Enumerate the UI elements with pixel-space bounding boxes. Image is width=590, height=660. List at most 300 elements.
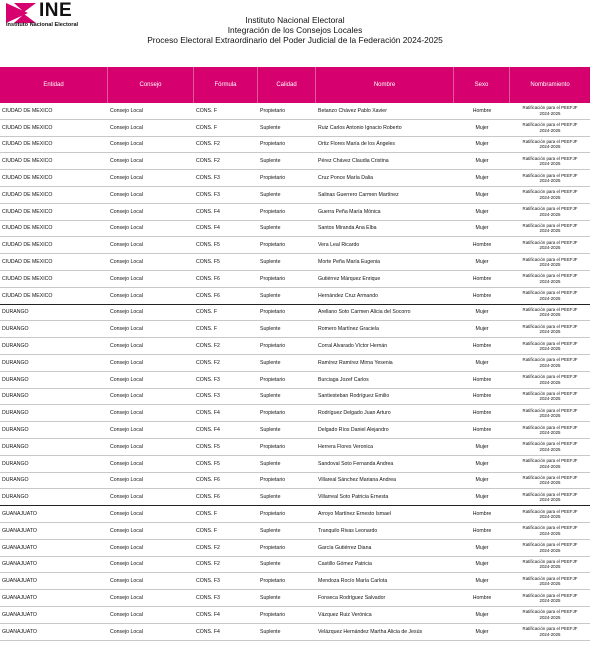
table-row bbox=[0, 573, 590, 590]
nombramiento-line: 2024-2025 bbox=[539, 211, 561, 217]
cell-entidad: DURANGO bbox=[2, 393, 29, 400]
cell-nombre: Arroyo Martínez Ernesto Ismael bbox=[318, 511, 391, 518]
cell-formula: CONS. F bbox=[196, 511, 218, 518]
cell-consejo: Consejo Local bbox=[110, 578, 143, 585]
cell-nombramiento bbox=[510, 573, 590, 589]
logo-text: INE bbox=[39, 0, 73, 21]
nombramiento-line: Ratificación para el PEEFJF bbox=[522, 256, 578, 262]
cell-formula: CONS. F4 bbox=[196, 611, 220, 618]
cell-consejo: Consejo Local bbox=[110, 427, 143, 434]
table-row bbox=[0, 204, 590, 221]
cell-formula: CONS. F3 bbox=[196, 376, 220, 383]
cell-nombre: Santiesteban Rodríguez Emilio bbox=[318, 393, 390, 400]
nombramiento-line: Ratificación para el PEEFJF bbox=[522, 407, 578, 413]
cell-consejo: Consejo Local bbox=[110, 225, 143, 232]
table-row bbox=[0, 170, 590, 187]
cell-sexo: Mujer bbox=[475, 611, 489, 618]
cell-nombre: Delgado Ríos Daniel Alejandro bbox=[318, 427, 389, 434]
cell-nombramiento bbox=[510, 473, 590, 489]
table-header bbox=[0, 67, 590, 103]
cell-entidad: CIUDAD DE MEXICO bbox=[2, 107, 53, 114]
cell-consejo: Consejo Local bbox=[110, 561, 143, 568]
cell-sexo: Mujer bbox=[475, 141, 489, 148]
cell-entidad: GUANAJUATO bbox=[2, 595, 37, 601]
cell-calidad: Suplente bbox=[260, 292, 281, 299]
cell-consejo: Consejo Local bbox=[110, 292, 143, 299]
cell-sexo: Mujer bbox=[475, 359, 489, 366]
cell-nombramiento bbox=[510, 237, 590, 253]
cell-nombre: Sandoval Soto Fernanda Andrea bbox=[318, 460, 394, 467]
cell-nombramiento bbox=[510, 523, 590, 539]
table-row bbox=[0, 103, 590, 120]
cell-nombramiento bbox=[510, 540, 590, 556]
cell-nombramiento bbox=[510, 120, 590, 136]
table-row bbox=[0, 523, 590, 540]
cell-consejo: Consejo Local bbox=[110, 141, 143, 148]
cell-sexo: Mujer bbox=[475, 208, 489, 215]
cell-nombre: Villarreal Soto Patricia Ernesta bbox=[318, 494, 389, 501]
cell-sexo: Mujer bbox=[475, 309, 489, 316]
nombramiento-line: 2024-2025 bbox=[539, 497, 561, 503]
nombramiento-line: Ratificación para el PEEFJF bbox=[522, 475, 578, 481]
cell-calidad: Propietario bbox=[260, 242, 286, 249]
cell-entidad: DURANGO bbox=[2, 359, 29, 366]
cell-formula: CONS. F2 bbox=[196, 158, 220, 165]
table-row bbox=[0, 221, 590, 238]
cell-nombramiento bbox=[510, 221, 590, 237]
cell-sexo: Mujer bbox=[475, 477, 489, 484]
cell-calidad: Propietario bbox=[260, 343, 286, 350]
cell-consejo: Consejo Local bbox=[110, 326, 143, 333]
cell-consejo: Consejo Local bbox=[110, 124, 143, 131]
cell-nombre: Morte Peña María Eugenia bbox=[318, 259, 380, 266]
cell-consejo: Consejo Local bbox=[110, 527, 143, 534]
cell-nombre: Gutiérrez Márquez Enrique bbox=[318, 275, 381, 282]
nombramiento-line: 2024-2025 bbox=[539, 413, 561, 419]
cell-consejo: Consejo Local bbox=[110, 544, 143, 551]
cell-formula: CONS. F5 bbox=[196, 242, 220, 249]
cell-formula: CONS. F3 bbox=[196, 191, 220, 198]
table-row bbox=[0, 321, 590, 338]
cell-formula: CONS. F2 bbox=[196, 544, 220, 551]
nombramiento-line: 2024-2025 bbox=[539, 295, 561, 301]
nombramiento-line: 2024-2025 bbox=[539, 362, 561, 368]
cell-calidad: Propietario bbox=[260, 611, 286, 618]
nombramiento-line: Ratificación para el PEEFJF bbox=[522, 609, 578, 615]
col-header-calidad: Calidad bbox=[258, 67, 316, 103]
cell-entidad: GUANAJUATO bbox=[2, 611, 37, 618]
cell-consejo: Consejo Local bbox=[110, 259, 143, 266]
cell-nombre: Ruiz Carlos Antonio Ignacio Roberto bbox=[318, 124, 402, 131]
nombramiento-line: 2024-2025 bbox=[539, 144, 561, 150]
cell-nombramiento bbox=[510, 321, 590, 337]
nombramiento-line: 2024-2025 bbox=[539, 161, 561, 167]
cell-nombramiento bbox=[510, 405, 590, 421]
nombramiento-line: Ratificación para el PEEFJF bbox=[522, 172, 578, 178]
cell-formula: CONS. F3 bbox=[196, 578, 220, 585]
cell-calidad: Propietario bbox=[260, 443, 286, 450]
nombramiento-line: 2024-2025 bbox=[539, 614, 561, 620]
cell-entidad: CIUDAD DE MEXICO bbox=[2, 275, 53, 282]
table-row bbox=[0, 254, 590, 271]
cell-nombramiento bbox=[510, 137, 590, 153]
nombramiento-line: Ratificación para el PEEFJF bbox=[522, 223, 578, 229]
cell-nombre: Betanzo Chávez Pablo Xavier bbox=[318, 107, 387, 114]
cell-nombramiento bbox=[510, 338, 590, 354]
cell-formula: CONS. F3 bbox=[196, 175, 220, 182]
col-header-formula: Fórmula bbox=[194, 67, 258, 103]
nombramiento-line: 2024-2025 bbox=[539, 194, 561, 200]
cell-calidad: Propietario bbox=[260, 578, 286, 585]
cell-sexo: Mujer bbox=[475, 628, 489, 635]
cell-calidad: Propietario bbox=[260, 309, 286, 316]
cell-consejo: Consejo Local bbox=[110, 494, 143, 501]
cell-sexo: Mujer bbox=[475, 578, 489, 585]
cell-nombramiento bbox=[510, 624, 590, 640]
nombramiento-line: 2024-2025 bbox=[539, 228, 561, 234]
cell-nombramiento bbox=[510, 254, 590, 270]
nombramiento-line: 2024-2025 bbox=[539, 598, 561, 603]
cell-entidad: GUANAJUATO bbox=[2, 561, 37, 568]
cell-calidad: Suplente bbox=[260, 225, 281, 232]
cell-nombre: García Gutiérrez Diana bbox=[318, 544, 372, 551]
nombramiento-line: 2024-2025 bbox=[539, 396, 561, 402]
cell-nombre: Ramírez Ramírez Mirna Yesenia bbox=[318, 359, 393, 366]
table-row bbox=[0, 237, 590, 254]
cell-entidad: DURANGO bbox=[2, 460, 29, 467]
cell-nombre: Ortiz Flores María de los Ángeles bbox=[318, 141, 395, 148]
nombramiento-line: 2024-2025 bbox=[539, 581, 561, 587]
cell-calidad: Propietario bbox=[260, 107, 286, 114]
title-line-2: Integración de los Consejos Locales bbox=[227, 25, 363, 35]
col-header-sexo: Sexo bbox=[454, 67, 510, 103]
cell-sexo: Mujer bbox=[475, 158, 489, 165]
cell-consejo: Consejo Local bbox=[110, 410, 143, 417]
cell-nombramiento bbox=[510, 506, 590, 522]
cell-nombre: Hernández Cruz Armando bbox=[318, 292, 378, 299]
cell-calidad: Suplente bbox=[260, 393, 281, 400]
cell-consejo: Consejo Local bbox=[110, 477, 143, 484]
cell-nombramiento bbox=[510, 170, 590, 186]
cell-consejo: Consejo Local bbox=[110, 376, 143, 383]
table-row bbox=[0, 372, 590, 389]
nombramiento-line: Ratificación para el PEEFJF bbox=[522, 189, 578, 195]
nombramiento-line: Ratificación para el PEEFJF bbox=[522, 105, 578, 111]
cell-sexo: Mujer bbox=[475, 175, 489, 182]
cell-consejo: Consejo Local bbox=[110, 191, 143, 198]
table-row bbox=[0, 405, 590, 422]
nombramiento-line: 2024-2025 bbox=[539, 463, 561, 469]
cell-sexo: Mujer bbox=[475, 561, 489, 568]
cell-sexo: Mujer bbox=[475, 460, 489, 467]
cell-consejo: Consejo Local bbox=[110, 275, 143, 282]
table-row bbox=[0, 389, 590, 406]
cell-entidad: DURANGO bbox=[2, 343, 29, 350]
cell-formula: CONS. F bbox=[196, 326, 218, 333]
cell-calidad: Suplente bbox=[260, 494, 281, 501]
cell-nombramiento bbox=[510, 372, 590, 388]
nombramiento-line: 2024-2025 bbox=[539, 446, 561, 452]
title-line-3: Proceso Electoral Extraordinario del Poder Judicial de la Federación 2024-2025 bbox=[147, 35, 443, 45]
cell-entidad: DURANGO bbox=[2, 494, 29, 501]
cell-consejo: Consejo Local bbox=[110, 359, 143, 366]
nombramiento-line: Ratificación para el PEEFJF bbox=[522, 575, 578, 581]
nombramiento-line: 2024-2025 bbox=[539, 178, 561, 184]
table-row bbox=[0, 422, 590, 439]
document-titles bbox=[0, 15, 590, 45]
cell-nombramiento bbox=[510, 422, 590, 438]
cell-nombramiento bbox=[510, 103, 590, 119]
cell-consejo: Consejo Local bbox=[110, 511, 143, 518]
cell-calidad: Propietario bbox=[260, 141, 286, 148]
logo-subtitle: Instituto Nacional Electoral bbox=[6, 22, 79, 28]
cell-calidad: Propietario bbox=[260, 477, 286, 484]
cell-nombramiento bbox=[510, 204, 590, 220]
nombramiento-line: Ratificación para el PEEFJF bbox=[522, 458, 578, 464]
cell-formula: CONS. F bbox=[196, 527, 218, 534]
cell-nombre: Romero Martínez Graciela bbox=[318, 326, 379, 333]
table-row bbox=[0, 120, 590, 137]
nombramiento-line: 2024-2025 bbox=[539, 480, 561, 486]
cell-formula: CONS. F bbox=[196, 107, 218, 114]
cell-entidad: CIUDAD DE MEXICO bbox=[2, 124, 53, 131]
cell-nombre: Vázquez Ruiz Verónica bbox=[318, 611, 372, 618]
cell-calidad: Suplente bbox=[260, 527, 281, 534]
cell-calidad: Suplente bbox=[260, 359, 281, 366]
nombramiento-line: 2024-2025 bbox=[539, 530, 561, 536]
cell-nombre: Fonseca Rodríguez Salvador bbox=[318, 595, 386, 601]
table-row bbox=[0, 456, 590, 473]
cell-entidad: DURANGO bbox=[2, 443, 29, 450]
cell-nombre: Castillo Gómez Patricia bbox=[318, 561, 372, 568]
cell-consejo: Consejo Local bbox=[110, 393, 143, 400]
cell-consejo: Consejo Local bbox=[110, 460, 143, 467]
cell-calidad: Suplente bbox=[260, 124, 281, 131]
col-header-nombramiento: Nombramiento bbox=[530, 82, 570, 88]
cell-entidad: CIUDAD DE MEXICO bbox=[2, 208, 53, 215]
nombramiento-line: Ratificación para el PEEFJF bbox=[522, 441, 578, 447]
nombramiento-line: 2024-2025 bbox=[539, 547, 561, 553]
cell-consejo: Consejo Local bbox=[110, 628, 143, 635]
nombramiento-line: 2024-2025 bbox=[539, 430, 561, 436]
col-header-nombre: Nombre bbox=[316, 67, 454, 103]
cell-nombramiento bbox=[510, 607, 590, 623]
cell-nombre: Guerra Peña María Mónica bbox=[318, 208, 381, 215]
cell-nombramiento bbox=[510, 288, 590, 304]
cell-formula: CONS. F4 bbox=[196, 427, 220, 434]
cell-sexo: Hombre bbox=[472, 343, 492, 350]
cell-calidad: Propietario bbox=[260, 511, 286, 518]
nombramiento-line: Ratificación para el PEEFJF bbox=[522, 525, 578, 531]
cell-consejo: Consejo Local bbox=[110, 611, 143, 618]
cell-nombramiento bbox=[510, 305, 590, 321]
nombramiento-line: 2024-2025 bbox=[539, 514, 561, 520]
cell-formula: CONS. F2 bbox=[196, 561, 220, 568]
cell-sexo: Mujer bbox=[475, 544, 489, 551]
cell-sexo: Mujer bbox=[475, 225, 489, 232]
cell-consejo: Consejo Local bbox=[110, 309, 143, 316]
cell-nombre: Herrera Flores Veronica bbox=[318, 443, 374, 450]
nombramiento-line: Ratificación para el PEEFJF bbox=[522, 626, 578, 632]
cell-sexo: Mujer bbox=[475, 259, 489, 266]
nombramiento-line: Ratificación para el PEEFJF bbox=[522, 206, 578, 212]
cell-formula: CONS. F6 bbox=[196, 275, 220, 282]
nombramiento-line: Ratificación para el PEEFJF bbox=[522, 391, 578, 397]
cell-calidad: Suplente bbox=[260, 427, 281, 434]
nombramiento-line: Ratificación para el PEEFJF bbox=[522, 508, 578, 514]
nombramiento-line: Ratificación para el PEEFJF bbox=[522, 374, 578, 380]
cell-entidad: DURANGO bbox=[2, 477, 29, 484]
cell-nombre: Santos Miranda Ana Elba bbox=[318, 225, 377, 232]
table-row bbox=[0, 305, 590, 322]
cell-formula: CONS. F3 bbox=[196, 393, 220, 400]
cell-nombramiento bbox=[510, 489, 590, 505]
nombramiento-line: 2024-2025 bbox=[539, 312, 561, 318]
cell-calidad: Suplente bbox=[260, 191, 281, 198]
cell-nombre: Pérez Chávez Claudia Cristina bbox=[318, 158, 389, 165]
cell-nombramiento bbox=[510, 271, 590, 287]
cell-nombramiento bbox=[510, 456, 590, 472]
cell-formula: CONS. F4 bbox=[196, 628, 220, 635]
cell-entidad: GUANAJUATO bbox=[2, 511, 37, 518]
cell-formula: CONS. F2 bbox=[196, 343, 220, 350]
cell-calidad: Propietario bbox=[260, 544, 286, 551]
cell-entidad: DURANGO bbox=[2, 309, 29, 316]
council-table bbox=[0, 67, 590, 641]
nombramiento-line: Ratificación para el PEEFJF bbox=[522, 239, 578, 245]
cell-sexo: Hombre bbox=[472, 275, 492, 282]
cell-sexo: Mujer bbox=[475, 124, 489, 131]
cell-sexo: Hombre bbox=[472, 595, 492, 601]
cell-entidad: CIUDAD DE MEXICO bbox=[2, 158, 53, 165]
nombramiento-line: Ratificación para el PEEFJF bbox=[522, 592, 578, 598]
cell-formula: CONS. F bbox=[196, 124, 218, 131]
cell-entidad: CIUDAD DE MEXICO bbox=[2, 242, 53, 249]
cell-nombre: Velázquez Hernández Martha Alicia de Jesús bbox=[318, 628, 423, 635]
cell-nombre: Villareal Sánchez Mariana Andrea bbox=[318, 477, 397, 484]
cell-entidad: CIUDAD DE MEXICO bbox=[2, 175, 53, 182]
nombramiento-line: 2024-2025 bbox=[539, 245, 561, 251]
table-row bbox=[0, 439, 590, 456]
cell-formula: CONS. F5 bbox=[196, 443, 220, 450]
cell-entidad: CIUDAD DE MEXICO bbox=[2, 141, 53, 148]
nombramiento-line: Ratificación para el PEEFJF bbox=[522, 357, 578, 363]
col-header-consejo: Consejo bbox=[108, 67, 194, 103]
cell-sexo: Hombre bbox=[472, 410, 492, 417]
cell-formula: CONS. F4 bbox=[196, 410, 220, 417]
cell-entidad: DURANGO bbox=[2, 326, 29, 333]
nombramiento-line: Ratificación para el PEEFJF bbox=[522, 323, 578, 329]
nombramiento-line: 2024-2025 bbox=[539, 631, 561, 637]
nombramiento-line: Ratificación para el PEEFJF bbox=[522, 424, 578, 430]
cell-sexo: Hombre bbox=[472, 427, 492, 434]
nombramiento-line: Ratificación para el PEEFJF bbox=[522, 122, 578, 128]
cell-entidad: DURANGO bbox=[2, 376, 29, 383]
cell-sexo: Hombre bbox=[472, 527, 492, 534]
nombramiento-line: Ratificación para el PEEFJF bbox=[522, 139, 578, 145]
nombramiento-line: 2024-2025 bbox=[539, 127, 561, 133]
cell-entidad: GUANAJUATO bbox=[2, 544, 37, 551]
cell-formula: CONS. F2 bbox=[196, 141, 220, 148]
cell-formula: CONS. F bbox=[196, 309, 218, 316]
cell-nombre: Vera Leal Ricardo bbox=[318, 242, 360, 249]
cell-nombramiento bbox=[510, 557, 590, 573]
table-row bbox=[0, 590, 590, 607]
nombramiento-line: 2024-2025 bbox=[539, 346, 561, 352]
table-row bbox=[0, 271, 590, 288]
cell-nombramiento bbox=[510, 153, 590, 169]
cell-sexo: Mujer bbox=[475, 326, 489, 333]
cell-formula: CONS. F6 bbox=[196, 292, 220, 299]
cell-sexo: Hombre bbox=[472, 376, 492, 383]
table-row bbox=[0, 624, 590, 641]
cell-nombre: Rodríguez Delgado Juan Arturo bbox=[318, 410, 391, 417]
cell-formula: CONS. F6 bbox=[196, 477, 220, 484]
nombramiento-line: 2024-2025 bbox=[539, 329, 561, 335]
col-header-entidad: Entidad bbox=[0, 67, 108, 103]
nombramiento-line: Ratificación para el PEEFJF bbox=[522, 340, 578, 346]
cell-entidad: DURANGO bbox=[2, 410, 29, 417]
cell-entidad: CIUDAD DE MEXICO bbox=[2, 191, 53, 198]
cell-calidad: Suplente bbox=[260, 460, 281, 467]
nombramiento-line: Ratificación para el PEEFJF bbox=[522, 491, 578, 497]
cell-nombramiento bbox=[510, 355, 590, 371]
table-row bbox=[0, 153, 590, 170]
cell-consejo: Consejo Local bbox=[110, 158, 143, 165]
cell-nombre: Burciaga Jozef Carlos bbox=[318, 376, 369, 383]
cell-nombre: Tranquilo Rivas Leonardo bbox=[318, 527, 378, 534]
table-row bbox=[0, 288, 590, 305]
cell-sexo: Hombre bbox=[472, 393, 492, 400]
cell-consejo: Consejo Local bbox=[110, 443, 143, 450]
nombramiento-line: Ratificación para el PEEFJF bbox=[522, 290, 578, 296]
cell-formula: CONS. F5 bbox=[196, 460, 220, 467]
cell-formula: CONS. F6 bbox=[196, 494, 220, 501]
table-row bbox=[0, 489, 590, 506]
cell-entidad: GUANAJUATO bbox=[2, 578, 37, 585]
table-row bbox=[0, 137, 590, 154]
cell-nombre: Salinas Guerrero Carmen Martínez bbox=[318, 191, 399, 198]
table-row bbox=[0, 540, 590, 557]
cell-calidad: Suplente bbox=[260, 628, 281, 635]
cell-calidad: Suplente bbox=[260, 158, 281, 165]
table-row bbox=[0, 557, 590, 574]
cell-calidad: Propietario bbox=[260, 208, 286, 215]
table-row bbox=[0, 506, 590, 523]
nombramiento-line: Ratificación para el PEEFJF bbox=[522, 542, 578, 548]
cell-calidad: Propietario bbox=[260, 275, 286, 282]
cell-entidad: CIUDAD DE MEXICO bbox=[2, 225, 53, 232]
cell-formula: CONS. F4 bbox=[196, 208, 220, 215]
cell-formula: CONS. F4 bbox=[196, 225, 220, 232]
cell-nombre: Corral Alvarado Víctor Hernán bbox=[318, 343, 388, 350]
cell-nombre: Cruz Ponce María Dalia bbox=[318, 175, 374, 182]
nombramiento-line: 2024-2025 bbox=[539, 262, 561, 268]
nombramiento-line: Ratificación para el PEEFJF bbox=[522, 155, 578, 161]
cell-nombre: Arellano Soto Carmen Alicia del Socorro bbox=[318, 309, 411, 316]
cell-consejo: Consejo Local bbox=[110, 595, 143, 601]
nombramiento-line: 2024-2025 bbox=[539, 564, 561, 570]
table-row bbox=[0, 187, 590, 204]
cell-sexo: Hombre bbox=[472, 511, 492, 518]
cell-consejo: Consejo Local bbox=[110, 242, 143, 249]
nombramiento-line: 2024-2025 bbox=[539, 278, 561, 284]
cell-consejo: Consejo Local bbox=[110, 208, 143, 215]
cell-nombramiento bbox=[510, 439, 590, 455]
cell-calidad: Propietario bbox=[260, 376, 286, 383]
cell-consejo: Consejo Local bbox=[110, 107, 143, 114]
cell-entidad: CIUDAD DE MEXICO bbox=[2, 259, 53, 266]
